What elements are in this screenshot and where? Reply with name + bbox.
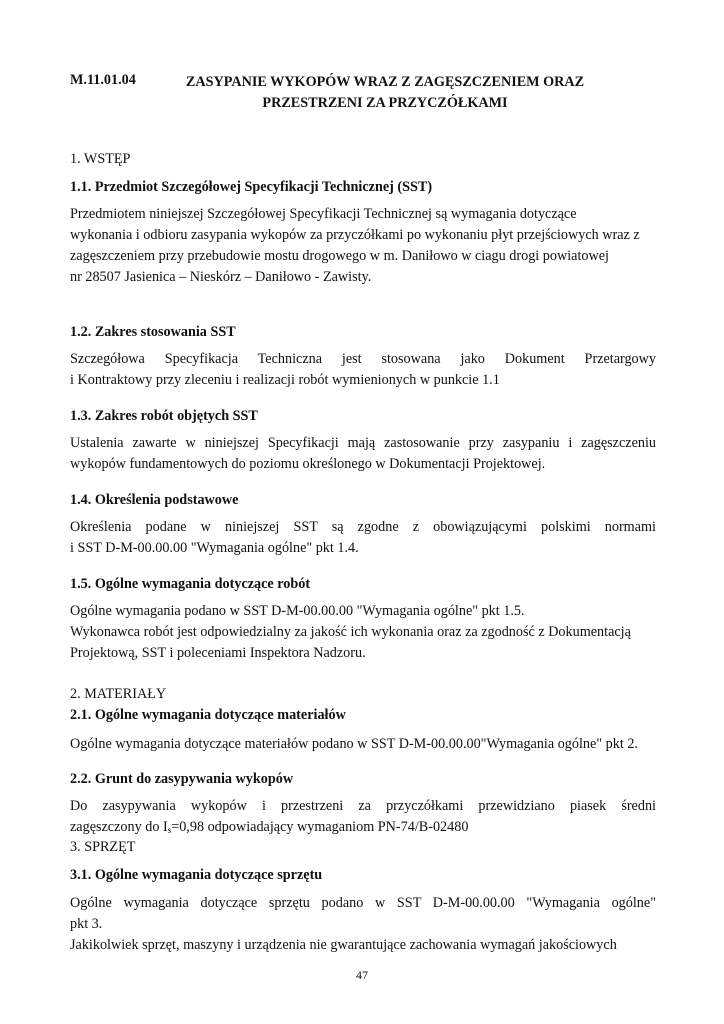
index-subscript: s bbox=[167, 825, 172, 835]
para-2-1: Ogólne wymagania dotyczące materiałów podano w SST D-M-00.00.00"Wymagania ogólne" pkt 2. bbox=[70, 736, 638, 752]
para-3-1-line-3: Jakikolwiek sprzęt, maszyny i urządzenia nie gwarantujące zachowania wymagań jakościowych bbox=[70, 937, 617, 953]
page-number: 47 bbox=[356, 968, 368, 982]
section-2-heading: 2. MATERIAŁY bbox=[70, 686, 167, 702]
section-1-heading: 1. WSTĘP bbox=[70, 151, 131, 167]
heading-1-1: 1.1. Przedmiot Szczegółowej Specyfikacji Technicznej (SST) bbox=[70, 179, 433, 195]
heading-1-2: 1.2. Zakres stosowania SST bbox=[70, 324, 236, 340]
para-2-2-line-1: Do zasypywania wykopów i przestrzeni za przyczółkami przewidziano piasek średni bbox=[70, 798, 656, 814]
heading-1-3: 1.3. Zakres robót objętych SST bbox=[70, 408, 258, 424]
para-1-1-line-3: zagęszczeniem przy przebudowie mostu drogowego w m. Daniłowo w ciagu drogi powiatowej bbox=[70, 248, 609, 264]
heading-1-5: 1.5. Ogólne wymagania dotyczące robót bbox=[70, 576, 311, 592]
heading-1-4: 1.4. Określenia podstawowe bbox=[70, 492, 239, 508]
para-1-1-line-2: wykonania i odbioru zasypania wykopów za przyczółkami po wykonaniu płyt przejściowych wraz z bbox=[70, 227, 640, 243]
para-2-2-line-2 bbox=[70, 818, 468, 839]
heading-2-1: 2.1. Ogólne wymagania dotyczące materiałów bbox=[70, 707, 346, 723]
para-3-1-line-1: Ogólne wymagania dotyczące sprzętu podano w SST D-M-00.00.00 "Wymagania ogólne" bbox=[70, 895, 656, 911]
para-1-5-line-2: Wykonawca robót jest odpowiedzialny za jakość ich wykonania oraz za zgodność z Dokumentacją bbox=[70, 624, 631, 640]
para-3-1-line-2: pkt 3. bbox=[70, 916, 103, 932]
para-1-5-line-1: Ogólne wymagania podano w SST D-M-00.00.00 "Wymagania ogólne" pkt 1.5. bbox=[70, 603, 525, 619]
heading-2-2: 2.2. Grunt do zasypywania wykopów bbox=[70, 771, 294, 787]
para-1-3-line-2: wykopów fundamentowych do poziomu określonego w Dokumentacji Projektowej. bbox=[70, 456, 546, 472]
para-1-5-line-3: Projektową, SST i poleceniami Inspektora Nadzoru. bbox=[70, 645, 366, 661]
para-1-3-line-1: Ustalenia zawarte w niniejszej Specyfikacji mają zastosowanie przy zasypaniu i zagęszczeniu bbox=[70, 435, 656, 451]
para-1-1-line-4: nr 28507 Jasienica – Nieskórz – Daniłowo - Zawisty. bbox=[70, 269, 372, 285]
para-1-2-line-1: Szczegółowa Specyfikacja Techniczna jest stosowana jako Dokument Przetargowy bbox=[70, 351, 656, 367]
section-3-heading: 3. SPRZĘT bbox=[70, 839, 136, 855]
document-title bbox=[165, 72, 605, 114]
para-1-4-line-2: i SST D-M-00.00.00 "Wymagania ogólne" pkt 1.4. bbox=[70, 540, 359, 556]
spec-code: M.11.01.04 bbox=[70, 72, 136, 88]
heading-3-1: 3.1. Ogólne wymagania dotyczące sprzętu bbox=[70, 867, 323, 883]
title-line-1: ZASYPANIE WYKOPÓW WRAZ Z ZAGĘSZCZENIEM ORAZ bbox=[185, 74, 585, 90]
para-2-2-text-b: =0,98 odpowiadający wymaganiom PN-74/B-02480 bbox=[171, 819, 469, 835]
para-2-2-text-a: zagęszczony do I bbox=[70, 819, 168, 835]
para-1-4-line-1: Określenia podane w niniejszej SST są zgodne z obowiązującymi polskimi normami bbox=[70, 519, 656, 535]
para-1-2-line-2: i Kontraktowy przy zleceniu i realizacji robót wymienionych w punkcie 1.1 bbox=[70, 372, 500, 388]
title-line-2: PRZESTRZENI ZA PRZYCZÓŁKAMI bbox=[262, 95, 508, 111]
para-1-1-line-1: Przedmiotem niniejszej Szczegółowej Specyfikacji Technicznej są wymagania dotyczące bbox=[70, 206, 577, 222]
